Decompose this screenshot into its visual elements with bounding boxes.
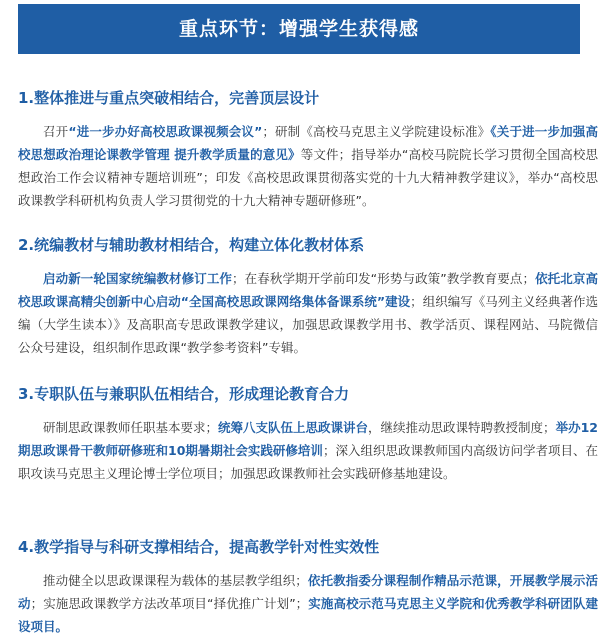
section-paragraph xyxy=(18,267,598,359)
text-run: ，继续推动思政课特聘教授制度； xyxy=(368,420,556,435)
page-title: 重点环节：增强学生获得感 xyxy=(178,18,419,40)
text-run: ；组织编写《马列主义经典著作选编（大学生读本）》及高职高专思政课教学建议，加强思政课教学用书、教学活页、课程网站、马院微信公众号建设，组织制作思政课“教学参考资料”专辑。 xyxy=(18,294,598,355)
highlight-text-run: 《关于进一步加强高校思想政治理论课教学管理 提升教学质量的意见》 xyxy=(18,124,598,162)
section-heading: 3.专职队伍与兼职队伍相结合，形成理论教育合力 xyxy=(18,385,350,403)
section-2 xyxy=(18,235,598,359)
highlight-text-run: “进一步办好高校思政课视频会议” xyxy=(68,124,263,139)
section-heading: 1.整体推进与重点突破相结合，完善顶层设计 xyxy=(18,89,320,107)
text-run: ；在春秋学期开学前印发“形势与政策”教学教育要点； xyxy=(232,271,535,286)
highlight-text-run: 统筹八支队伍上思政课讲台 xyxy=(218,420,369,435)
text-run: ；实施思政课教学方法改革项目“择优推广计划”； xyxy=(30,596,309,611)
section-1 xyxy=(18,88,598,212)
text-run: 研制思政课教师任职基本要求； xyxy=(43,420,219,435)
text-run: 推动健全以思政课课程为载体的基层教学组织； xyxy=(43,573,308,588)
text-run: ；研制《高校马克思主义学院建设标准》 xyxy=(262,124,491,139)
section-paragraph xyxy=(18,120,598,212)
text-run: 等文件；指导举办“高校马院院长学习贯彻全国高校思想政治工作会议精神专题培训班”；印发《高校思政课贯彻落实党的十九大精神教学建议》，举办“高校思政课教学科研机构负责人学习贯彻党的十九大精神专题研修班”。 xyxy=(18,147,598,208)
text-run: ；深入组织思政课教师国内高级访问学者项目、在职攻读马克思主义理论博士学位项目；加强思政课教师社会实践研修基地建设。 xyxy=(18,443,598,481)
text-run: 召开 xyxy=(43,124,69,139)
section-4 xyxy=(18,537,598,638)
highlight-text-run: 启动新一轮国家统编教材修订工作 xyxy=(43,271,233,286)
section-paragraph xyxy=(18,416,598,485)
highlight-text-run: 实施高校示范马克思主义学院和优秀教学科研团队建设项目。 xyxy=(18,596,598,634)
highlight-text-run: 依托北京高校思政课高精尖创新中心启动“全国高校思政课网络集体备课系统”建设 xyxy=(18,271,598,309)
highlight-text-run: 举办12期思政课骨干教师研修班和10期暑期社会实践研修培训 xyxy=(18,420,598,458)
page-title-banner xyxy=(18,4,580,54)
section-heading: 4.教学指导与科研支撑相结合，提高教学针对性实效性 xyxy=(18,538,380,556)
section-heading: 2.统编教材与辅助教材相结合，构建立体化教材体系 xyxy=(18,236,365,254)
highlight-text-run: 依托教指委分课程制作精品示范课，开展教学展示活动 xyxy=(18,573,598,611)
section-paragraph xyxy=(18,569,598,638)
section-3 xyxy=(18,384,598,485)
